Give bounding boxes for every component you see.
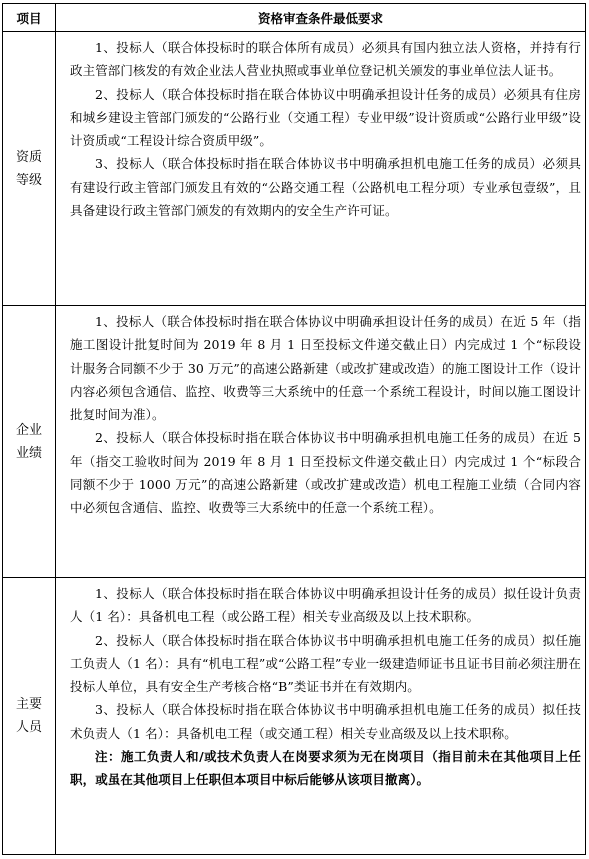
requirement-paragraph: 1、投标人（联合体投标时指在联合体协议中明确承担设计任务的成员）在近 5 年（指施工图设计批复时间为 2019 年 8 月 1 日至投标文件递交截止日）内完成过 1 个“标段设计服务合同额不少于 30 万元”的高速公路新建（或改扩建或改造）的施工图设计工作（设计内容必须包含通信、监控、收费等三大系统中的任意一个系统工程设计，时间以施工图设计批复时间为准）。 <box>70 314 581 423</box>
row-label-enterprise-performance <box>3 306 56 578</box>
row-label-line: 人员 <box>15 720 42 735</box>
header-requirement-cell: 资格审查条件最低要求 <box>56 4 586 32</box>
requirement-paragraph: 2、投标人（联合体投标时指在联合体协议书中明确承担机电施工任务的成员）在近 5 年（指交工验收时间为 2019 年 8 月 1 日至投标文件递交截止日）内完成过 1 个“标段合同额不少于 1000 万元”的高速公路新建（或改扩建或改造）机电工程施工业绩（合同内容中必须包含通信、监控、收费等三大系统中的任意一个系统工程）。 <box>70 430 581 516</box>
requirement-paragraph: 1、投标人（联合体投标时指在联合体协议中明确承担设计任务的成员）拟任设计负责人（1 名）：具备机电工程（或公路工程）相关专业高级及以上技术职称。 <box>70 586 581 625</box>
row-label-line: 资质 <box>15 149 42 165</box>
requirement-paragraph: 2、投标人（联合体投标时指在联合体协议中明确承担设计任务的成员）必须具有住房和城乡建设主管部门颁发的“公路行业（交通工程）专业甲级”设计资质或“公路行业甲级”设计资质或“工程设计综合资质甲级”。 <box>70 86 581 149</box>
requirement-paragraph: 3、投标人（联合体投标时指在联合体协议书中明确承担机电施工任务的成员）必须具有建设行政主管部门颁发且有效的“公路交通工程（公路机电工程分项）专业承包壹级”，且具备建设行政主管部门颁发的有效期内的安全生产许可证。 <box>70 156 581 219</box>
qualification-table <box>2 3 586 855</box>
table-row-qualification-grade <box>3 32 586 306</box>
row-label-key-personnel <box>3 578 56 855</box>
row-label-line: 等级 <box>15 172 42 188</box>
requirement-paragraph: 2、投标人（联合体投标时指在联合体协议书中明确承担机电施工任务的成员）拟任施工负责人（1 名）：具有“机电工程”或“公路工程”专业一级建造师证书且证书目前必须注册在投标人单位，具有安全生产考核合格“B”类证书并在有效期内。 <box>70 632 581 695</box>
row-label-line: 企业 <box>15 422 42 438</box>
row-content-enterprise-performance <box>56 306 586 578</box>
table-header-row <box>3 4 586 32</box>
personnel-note: 注：施工负责人和/或技术负责人在岗要求须为无在岗项目（指目前未在其他项目上任职，或虽在其他项目上任职但本项目中标后能够从该项目撤离）。 <box>70 749 581 788</box>
row-label-line: 业绩 <box>15 445 42 461</box>
table-row-key-personnel <box>3 578 586 855</box>
row-label-qualification-grade <box>3 32 56 306</box>
requirement-paragraph: 1、投标人（联合体投标时的联合体所有成员）必须具有国内独立法人资格，并持有行政主管部门核发的有效企业法人营业执照或事业单位登记机关颁发的事业单位法人证书。 <box>70 40 581 79</box>
requirement-paragraph: 3、投标人（联合体投标时指在联合体协议书中明确承担机电施工任务的成员）拟任技术负责人（1 名）：具备机电工程（或交通工程）相关专业高级及以上技术职称。 <box>70 702 581 741</box>
header-item-cell: 项目 <box>3 4 56 32</box>
row-label-line: 主要 <box>15 697 42 712</box>
row-content-key-personnel <box>56 578 586 855</box>
table-row-enterprise-performance <box>3 306 586 578</box>
row-content-qualification-grade <box>56 32 586 306</box>
